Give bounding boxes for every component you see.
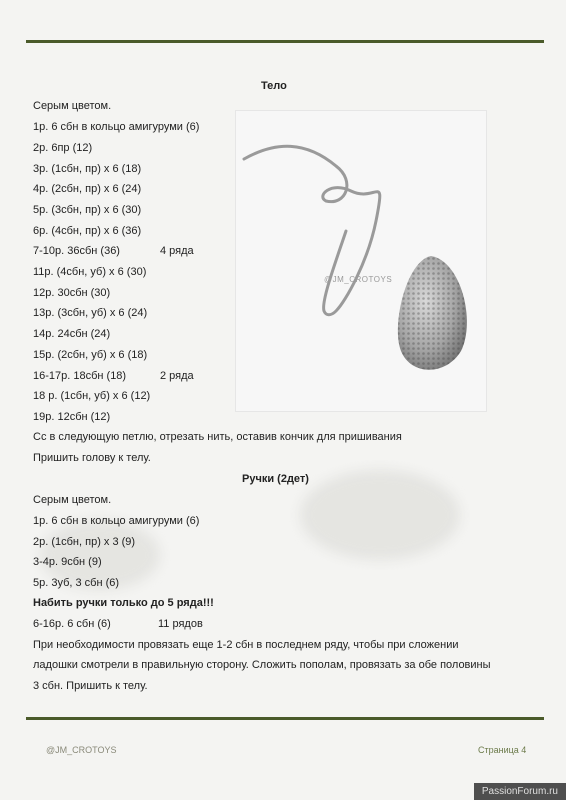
bottom-divider [26, 717, 544, 720]
text-line: 7-10р. 36сбн (36) [33, 245, 120, 257]
text-line: 16-17р. 18сбн (18) [33, 370, 127, 382]
top-divider [26, 40, 544, 43]
text-line: 4р. (2сбн, пр) х 6 (24) [33, 183, 142, 195]
row-count-note: 11 рядов [158, 618, 203, 630]
text-line: 1р. 6 сбн в кольцо амигуруми (6) [33, 121, 200, 133]
background-stain [300, 470, 460, 560]
text-line: 12р. 30сбн (30) [33, 287, 111, 299]
text-line: 3-4р. 9сбн (9) [33, 556, 102, 568]
text-line: 14р. 24сбн (24) [33, 328, 111, 340]
text-line: Сс в следующую петлю, отрезать нить, оставив кончик для пришивания [33, 431, 402, 443]
text-line: 11р. (4сбн, уб) х 6 (30) [33, 266, 147, 278]
footer-brand: @JM_CROTOYS [46, 745, 117, 755]
warning-line: Набить ручки только до 5 ряда!!! [33, 597, 214, 609]
text-line: 19р. 12сбн (12) [33, 411, 111, 423]
site-watermark: PassionForum.ru [474, 783, 566, 800]
text-line: Пришить голову к телу. [33, 452, 151, 464]
text-line: 13р. (3сбн, уб) х 6 (24) [33, 307, 148, 319]
row-count-note: 2 ряда [160, 370, 194, 382]
yarn-tail [244, 146, 380, 314]
text-line: Серым цветом. [33, 494, 112, 506]
photo-watermark: @JM_CROTOYS [324, 275, 393, 284]
text-line: 15р. (2сбн, уб) х 6 (18) [33, 349, 148, 361]
text-line: 5р. 3уб, 3 сбн (6) [33, 577, 120, 589]
text-line: Серым цветом. [33, 100, 112, 112]
text-line: ладошки смотрели в правильную сторону. Сложить пополам, провязать за обе половины [33, 659, 491, 671]
text-line: 5р. (3сбн, пр) х 6 (30) [33, 204, 142, 216]
text-line: 2р. 6пр (12) [33, 142, 93, 154]
section-title-body: Тело [261, 80, 287, 92]
text-line: 2р. (1сбн, пр) х 3 (9) [33, 536, 136, 548]
row-count-note: 4 ряда [160, 245, 194, 257]
text-line: 1р. 6 сбн в кольцо амигуруми (6) [33, 515, 200, 527]
text-line: При необходимости провязать еще 1-2 сбн в последнем ряду, чтобы при сложении [33, 639, 459, 651]
text-line: 18 р. (1сбн, уб) х 6 (12) [33, 390, 151, 402]
text-line: 3р. (1сбн, пр) х 6 (18) [33, 163, 142, 175]
section-title-arms: Ручки (2дет) [242, 473, 309, 485]
text-line: 6-16р. 6 сбн (6) [33, 618, 111, 630]
text-line: 6р. (4сбн, пр) х 6 (36) [33, 225, 142, 237]
crochet-body-photo [235, 110, 487, 412]
page-number: Страница 4 [478, 745, 527, 755]
text-line: 3 сбн. Пришить к телу. [33, 680, 148, 692]
crochet-ball-illustration [236, 111, 486, 411]
